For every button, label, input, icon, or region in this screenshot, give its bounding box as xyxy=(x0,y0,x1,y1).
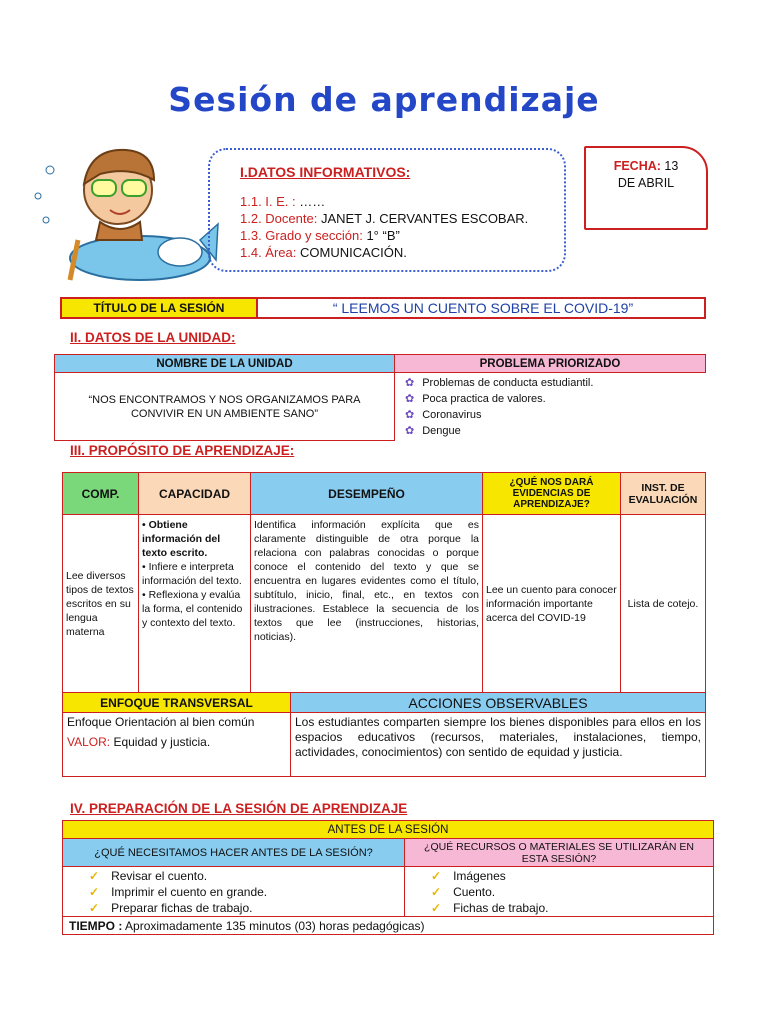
col-comp: COMP. xyxy=(63,473,139,515)
unidad-table xyxy=(54,354,706,441)
acciones-heading: ACCIONES OBSERVABLES xyxy=(291,693,706,713)
area-label: 1.4. Área: xyxy=(240,245,297,260)
hacer-list xyxy=(63,868,404,916)
antes-heading: ANTES DE LA SESIÓN xyxy=(63,821,714,839)
recursos-list xyxy=(405,868,713,916)
recurso-item: ✓ Fichas de trabajo. xyxy=(431,900,713,916)
datos-informativos-box xyxy=(208,148,566,272)
enfoque-text: Enfoque Orientación al bien común xyxy=(67,715,255,729)
page-title: Sesión de aprendizaje xyxy=(168,80,600,119)
enfoque-heading: ENFOQUE TRANSVERSAL xyxy=(63,693,291,713)
fecha-box xyxy=(584,146,708,230)
hacer-item: ✓ Preparar fichas de trabajo. xyxy=(89,900,404,916)
problema-item: ✿ Problemas de conducta estudiantil. xyxy=(405,375,706,391)
capacidad-1: • Obtiene información del texto escrito. xyxy=(142,519,221,559)
problema-item: ✿ Poca practica de valores. xyxy=(405,391,706,407)
enfoque-table xyxy=(62,692,706,777)
col-instrumento: INST. DE EVALUACIÓN xyxy=(621,473,706,515)
fecha-day: 13 xyxy=(660,159,679,173)
fecha-month: DE ABRIL xyxy=(617,176,675,190)
unidad-heading: II. DATOS DE LA UNIDAD: xyxy=(70,330,236,345)
tiempo-text: Aproximadamente 135 minutos (03) horas pedagógicas) xyxy=(122,918,425,933)
docente-label: 1.2. Docente: xyxy=(240,211,318,226)
preparacion-heading: IV. PREPARACIÓN DE LA SESIÓN DE APRENDIZAJE xyxy=(70,801,408,816)
titulo-value: “ LEEMOS UN CUENTO SOBRE EL COVID-19” xyxy=(332,300,634,316)
recurso-item: ✓ Imágenes xyxy=(431,868,713,884)
proposito-heading: III. PROPÓSITO DE APRENDIZAJE: xyxy=(70,443,295,458)
kid-airplane-illustration xyxy=(30,140,220,290)
evidencia-cell: Lee un cuento para conocer información importante acerca del COVID-19 xyxy=(483,515,621,693)
col-desempeno: DESEMPEÑO xyxy=(251,473,483,515)
ie-value: …… xyxy=(295,194,326,209)
grado-label: 1.3. Grado y sección: xyxy=(240,228,363,243)
col-evidencias: ¿QUÉ NOS DARÁ EVIDENCIAS DE APRENDIZAJE? xyxy=(483,473,621,515)
valor-text: Equidad y justicia. xyxy=(110,735,211,749)
ie-line xyxy=(240,193,564,210)
unidad-col-nombre: NOMBRE DE LA UNIDAD xyxy=(55,355,395,373)
desempeno-cell: Identifica información explícita que es claramente distinguible de otra porque la relaciona con palabras conocidas o porque conoce el contenido del texto y que se encuentra en lugares evidentes como el título, subtítulo, inicio, final, etc., en textos con ilustraciones. Establece la secuencia de los textos que lee (instrucciones, historias, noticias). xyxy=(251,515,483,693)
acciones-text: Los estudiantes comparten siempre los bienes disponibles para ellos en los espacios educativos (recursos, materiales, instalaciones, tiempo, actividades, conocimientos) con sentido de equidad y justicia. xyxy=(291,713,706,777)
capacidad-3: • Reflexiona y evalúa la forma, el contenido y contexto del texto. xyxy=(142,589,243,629)
unidad-nombre: “NOS ENCONTRAMOS Y NOS ORGANIZAMOS PARA CONVIVIR EN UN AMBIENTE SANO” xyxy=(55,373,395,441)
competencia-cell: Lee diversos tipos de textos escritos en su lengua materna xyxy=(63,515,139,693)
tiempo-label: TIEMPO : xyxy=(69,918,123,933)
proposito-table xyxy=(62,472,706,693)
q-hacer: ¿QUÉ NECESITAMOS HACER ANTES DE LA SESIÓN? xyxy=(63,839,405,867)
titulo-label: TÍTULO DE LA SESIÓN xyxy=(62,299,258,317)
docente-line xyxy=(240,210,564,227)
preparacion-table xyxy=(62,820,714,935)
titulo-sesion-bar xyxy=(60,297,706,319)
area-value: COMUNICACIÓN. xyxy=(296,245,407,260)
fecha-label: FECHA: xyxy=(613,159,661,173)
datos-heading: I.DATOS INFORMATIVOS: xyxy=(240,164,411,180)
ie-label: 1.1. I. E. : xyxy=(240,194,296,209)
hacer-item: ✓ Imprimir el cuento en grande. xyxy=(89,884,404,900)
capacidad-2: • Infiere e interpreta información del texto. xyxy=(142,561,242,587)
problema-item: ✿ Dengue xyxy=(405,423,706,439)
unidad-col-problema: PROBLEMA PRIORIZADO xyxy=(395,355,706,373)
recurso-item: ✓ Cuento. xyxy=(431,884,713,900)
q-recursos: ¿QUÉ RECURSOS O MATERIALES SE UTILIZARÁN EN ESTA SESIÓN? xyxy=(405,839,714,867)
hacer-item: ✓ Revisar el cuento. xyxy=(89,868,404,884)
instrumento-cell: Lista de cotejo. xyxy=(621,515,706,693)
valor-label: VALOR: xyxy=(67,735,111,749)
grado-line xyxy=(240,227,564,244)
problema-list xyxy=(395,375,706,439)
col-capacidad: CAPACIDAD xyxy=(139,473,251,515)
area-line xyxy=(240,244,564,261)
problema-item: ✿ Coronavirus xyxy=(405,407,706,423)
docente-value: JANET J. CERVANTES ESCOBAR. xyxy=(317,211,529,226)
grado-value: 1° “B” xyxy=(362,228,400,243)
